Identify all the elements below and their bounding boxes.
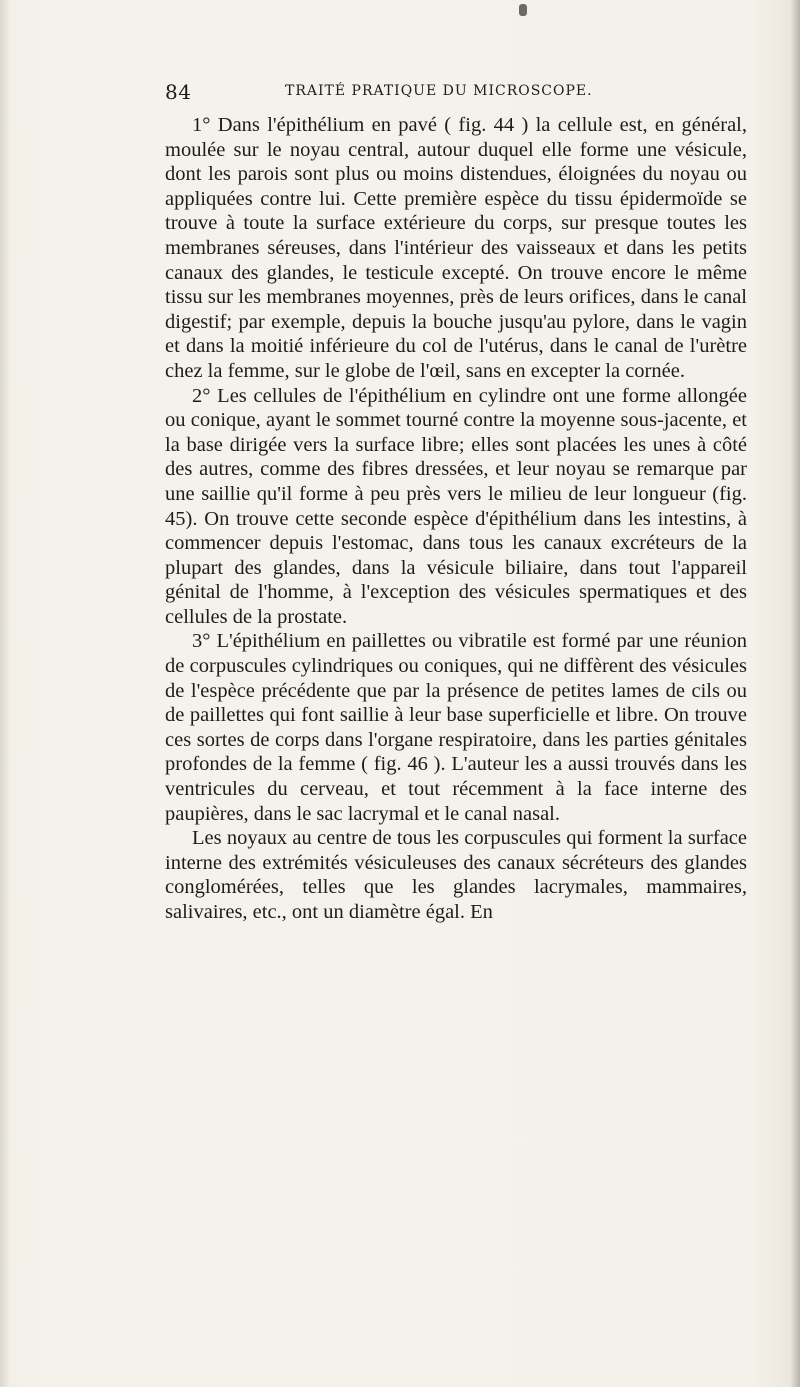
paragraph-1: 1° Dans l'épithélium en pavé ( fig. 44 ) la cellule est, en général, moulée sur le noyau central, autour duquel elle forme une vésicule, dont les parois sont plus ou moins distendues, éloignées du noyau ou appliquées contre lui. Cette première espèce du tissu épidermoïde se trouve à toute la surface extérieure du corps, sur presque toutes les membranes séreuses, dans l'intérieur des vaisseaux et dans les petits canaux des glandes, le testicule excepté. On trouve encore le même tissu sur les membranes moyennes, près de leurs orifices, dans le canal digestif; par exemple, depuis la bouche jusqu'au pylore, dans le vagin et dans la moitié inférieure du col de l'utérus, dans le canal de l'urètre chez la femme, sur le globe de l'œil, sans en excepter la cornée. — [165, 114, 747, 382]
page-header — [165, 80, 625, 110]
body-text — [165, 113, 747, 925]
ink-spot — [519, 4, 527, 16]
paragraph-3: 3° L'épithélium en paillettes ou vibratile est formé par une réunion de corpuscules cylindriques ou coniques, qui ne diffèrent des vésicules de l'espèce précédente que par la présence de petites lames de cils ou de paillettes qui font saillie à leur base superficielle et libre. On trouve ces sortes de corps dans l'organe respiratoire, dans les parties génitales profondes de la femme ( fig. 46 ). L'auteur les a aussi trouvés dans les ventricules du cerveau, et tout récemment à la face interne des paupières, dans le sac lacrymal et le canal nasal. — [165, 630, 747, 825]
running-title: TRAITÉ PRATIQUE DU MICROSCOPE. — [285, 83, 593, 99]
page-number: 84 — [165, 80, 192, 104]
paragraph-4: Les noyaux au centre de tous les corpuscules qui forment la surface interne des extrémités vésiculeuses des canaux sécréteurs des glandes conglomérées, telles que les glandes lacrymales, mammaires, salivaires, etc., ont un diamètre égal. En — [165, 827, 747, 923]
left-edge-shadow — [0, 0, 10, 1387]
paragraph-2: 2° Les cellules de l'épithélium en cylindre ont une forme allongée ou conique, ayant le sommet tourné contre la moyenne sous-jacente, et la base dirigée vers la surface libre; elles sont placées les unes à côté des autres, comme des fibres dressées, et leur noyau se remarque par une saillie qu'il forme à peu près vers le milieu de leur longueur (fig. 45). On trouve cette seconde espèce d'épithélium dans les intestins, à commencer depuis l'estomac, dans tous les canaux excréteurs de la plupart des glandes, dans la vésicule biliaire, dans tout l'appareil génital de l'homme, à l'exception des vésicules spermatiques et des cellules de la prostate. — [165, 384, 747, 628]
right-edge-shadow — [790, 0, 800, 1387]
